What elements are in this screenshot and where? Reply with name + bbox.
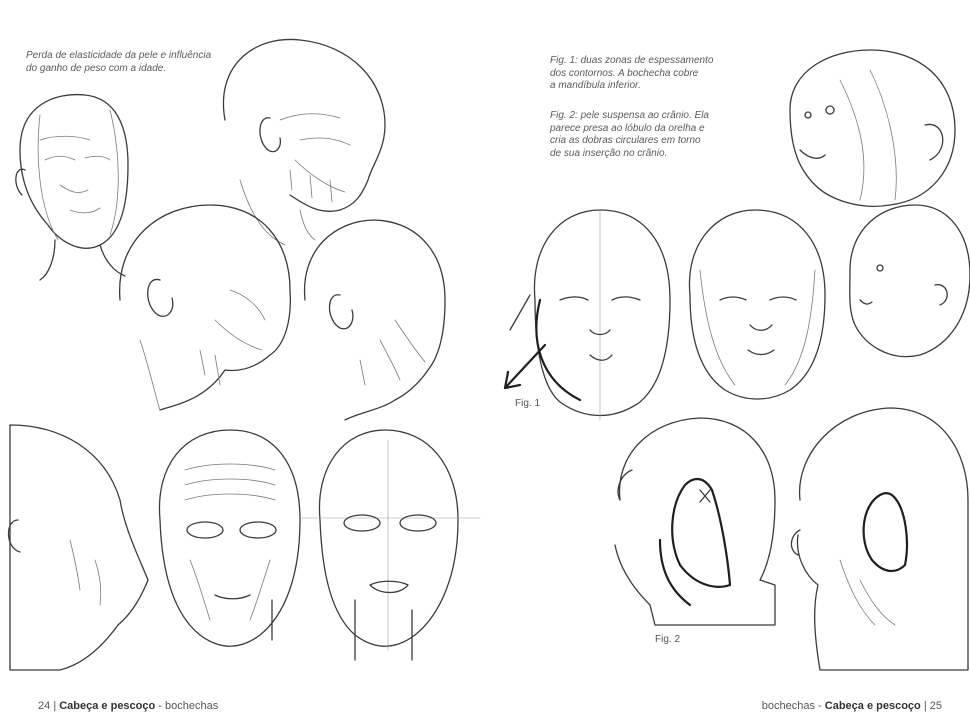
left-caption: Perda de elasticidade da pele e influência do ganho de peso com a idade. [26,50,212,74]
fig1-caption: Fig. 1: duas zonas de espessamento dos contornos. A bochecha cobre a mandíbula inferior. [550,55,714,91]
left-folio-section: Cabeça e pescoço [59,700,156,712]
right-folio-topic: bochechas [761,700,815,712]
fig2-label: Fig. 2 [655,634,681,645]
left-folio-dash: - [158,700,162,712]
right-folio-separator: | [923,700,927,712]
right-folio-dash: - [818,700,822,712]
left-folio-separator: | [53,700,57,712]
fig1-label: Fig. 1 [515,398,541,409]
fig2-caption: Fig. 2: pele suspensa ao crânio. Ela parece presa ao lóbulo da orelha e cria as dobras circulares em torno de sua inserção no crânio. [550,110,709,159]
right-folio [762,700,942,712]
right-page-number: 25 [929,700,942,712]
right-folio-section: Cabeça e pescoço [824,700,921,712]
left-folio [38,700,218,712]
left-folio-topic: bochechas [165,700,219,712]
left-page-number: 24 [38,700,51,712]
right-page [485,0,970,728]
